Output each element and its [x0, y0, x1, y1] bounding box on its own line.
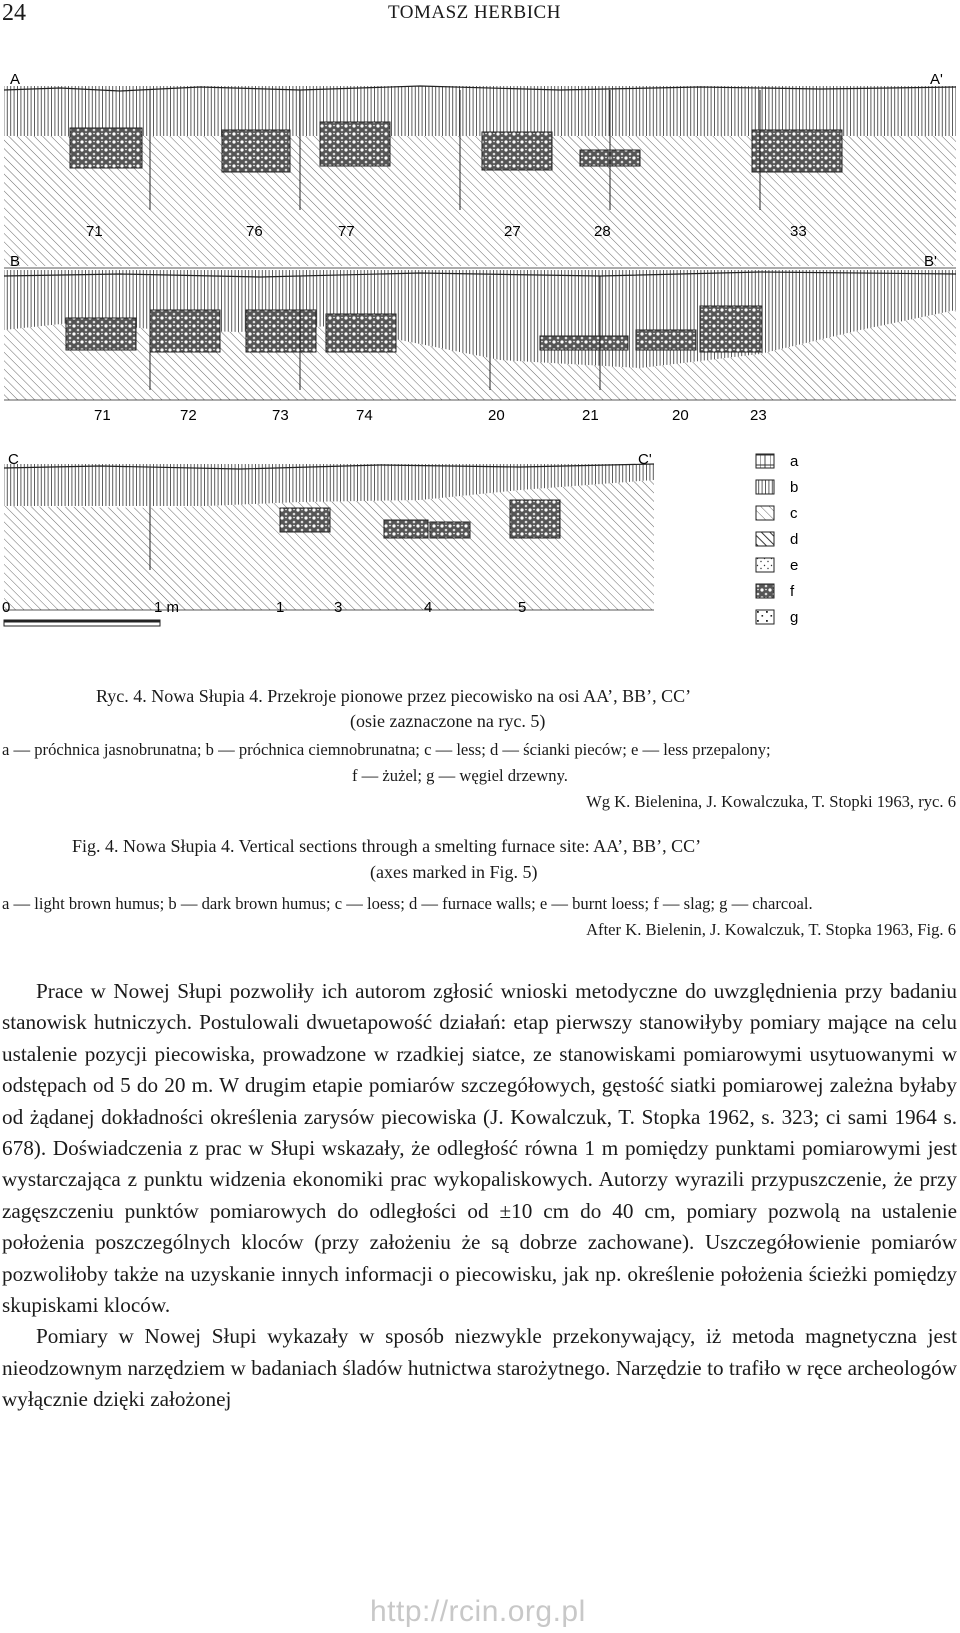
vertical-sections-figure [0, 60, 960, 650]
furnace-20 [540, 336, 628, 350]
dark-humus-layer [4, 86, 956, 136]
furnace-21 [636, 330, 696, 350]
furnace-73 [246, 310, 316, 352]
legend-swatch-d [756, 532, 774, 546]
furnace-num: 23 [750, 407, 767, 424]
legend-swatch-f [756, 584, 774, 598]
section-bb [4, 253, 956, 424]
paragraph: Prace w Nowej Słupi pozwoliły ich autorom zgłosić wnioski metodyczne do uwzględnienia przy badaniu stanowisk hutniczych. Postulowali dwuetapowość działań: etap pierwszy stanowiłyby pomiary mające na celu ustalenie pozycji piecowiska, prowadzone w rzadkiej siatce, ze stanowiskami pomiarowymi usytuowanymi w odstępach od 5 do 20 m. W drugim etapie pomiarów szczegółowych, gęstość siatki pomiarowej zależna byłaby od żądanej dokładności określenia zarysów piecowiska (J. Kowalczuk, T. Stopka 1962, s. 323; ci sami 1964 s. 678). Doświadczenia z prac w Słupi wskazały, że odległość równa 1 m pomiędzy punktami pomiarowymi jest wystarczająca z punktu widzenia ekonomiki prac wykopaliskowych. Autorzy wyrazili przypuszczenie, że przy zagęszczeniu punktów pomiarowych do odległości od ±10 cm do 40 cm, pomiary pozwolą na ustalenie położenia poszczególnych kloców (przy założeniu że są dobrze zachowane). Uszczegółowienie pomiarów pozwoliłoby także na uzyskanie innych informacji o piecowisku, jak np. określenie położenia ścieżki pomiędzy skupiskami kloców. [2, 979, 957, 1318]
legend-swatch-c [756, 506, 774, 520]
furnace-76 [222, 130, 290, 172]
legend-swatch-b [756, 480, 774, 494]
furnace-71 [66, 318, 136, 350]
page-header [0, 0, 960, 30]
furnace-num: 20 [672, 407, 689, 424]
furnace-77 [320, 122, 390, 166]
furnace-num: 3 [334, 599, 343, 616]
furnace-71 [70, 128, 142, 168]
label-a-prime: A' [930, 71, 943, 88]
legend-label: f [790, 583, 795, 600]
caption-en-title-2: (axes marked in Fig. 5) [370, 862, 538, 882]
body-text [2, 976, 957, 1416]
furnace-num: 71 [94, 407, 111, 424]
furnace-num: 77 [338, 223, 355, 240]
furnace-23 [700, 306, 762, 352]
caption-pl-source: Wg K. Bielenina, J. Kowalczuka, T. Stopki 1963, ryc. 6 [586, 792, 956, 811]
furnace-num: 28 [594, 223, 611, 240]
furnace-num: 21 [582, 407, 599, 424]
furnace-num: 76 [246, 223, 263, 240]
section-aa [4, 71, 956, 268]
legend-swatch-g [756, 610, 774, 624]
legend-label: g [790, 609, 799, 626]
furnace-33 [752, 130, 842, 172]
furnace-1 [280, 508, 330, 532]
furnace-num: 4 [424, 599, 433, 616]
furnace-num: 72 [180, 407, 197, 424]
legend-label: a [790, 453, 799, 470]
legend-swatch-e [756, 558, 774, 572]
furnace-num: 1 [276, 599, 285, 616]
furnace-num: 33 [790, 223, 807, 240]
furnace-72 [150, 310, 220, 352]
label-b: B [10, 253, 21, 270]
furnace-num: 20 [488, 407, 505, 424]
caption-en-source: After K. Bielenin, J. Kowalczuk, T. Stopka 1963, Fig. 6 [586, 920, 956, 939]
legend-label: b [790, 479, 799, 496]
caption-en-legend: a — light brown humus; b — dark brown humus; c — loess; d — furnace walls; e — burnt loess; f — slag; g — charcoal. [2, 894, 813, 913]
section-cc [4, 451, 654, 616]
furnace-27 [482, 132, 552, 170]
caption-en-title: Fig. 4. Nowa Słupia 4. Vertical sections through a smelting furnace site: AA’, BB’, CC’ [72, 836, 702, 856]
furnace-3 [384, 520, 428, 538]
furnace-num: 5 [518, 599, 527, 616]
caption-pl-title: Ryc. 4. Nowa Słupia 4. Przekroje pionowe przez piecowisko na osi AA’, BB’, CC’ [96, 686, 692, 706]
furnace-num: 27 [504, 223, 521, 240]
label-a: A [10, 71, 21, 88]
legend-label: c [790, 505, 798, 522]
furnace-num: 71 [86, 223, 103, 240]
furnace-4 [430, 522, 470, 538]
furnace-74 [326, 314, 396, 352]
furnace-num: 73 [272, 407, 289, 424]
footer-url: http://rcin.org.pl [370, 1595, 586, 1628]
furnace-5 [510, 500, 560, 538]
page-number: 24 [2, 0, 26, 26]
legend-swatch-a [756, 454, 774, 468]
legend-label: d [790, 531, 799, 548]
scale-zero: 0 [2, 599, 11, 616]
legend [756, 453, 799, 626]
furnace-num: 74 [356, 407, 373, 424]
paragraph: Pomiary w Nowej Słupi wykazały w sposób niezwykle przekonywający, iż metoda magnetyczna jest nieodzownym narzędziem w badaniach śladów hutnictwa starożytnego. Narzędzie to trafiło w ręce archeologów wyłącznie dzięki założonej [2, 1324, 957, 1412]
legend-label: e [790, 557, 799, 574]
label-c: C [8, 451, 19, 468]
caption-pl-legend: a — próchnica jasnobrunatna; b — próchnica ciemnobrunatna; c — less; d — ścianki pieców; e — less przepalony; [2, 740, 771, 759]
label-c-prime: C' [638, 451, 652, 468]
caption-pl-title-2: (osie zaznaczone na ryc. 5) [350, 711, 546, 731]
scale-one-meter: 1 m [154, 599, 180, 616]
label-b-prime: B' [924, 253, 937, 270]
caption-pl-legend-2: f — żużel; g — węgiel drzewny. [352, 766, 568, 785]
running-head: TOMASZ HERBICH [388, 2, 561, 23]
